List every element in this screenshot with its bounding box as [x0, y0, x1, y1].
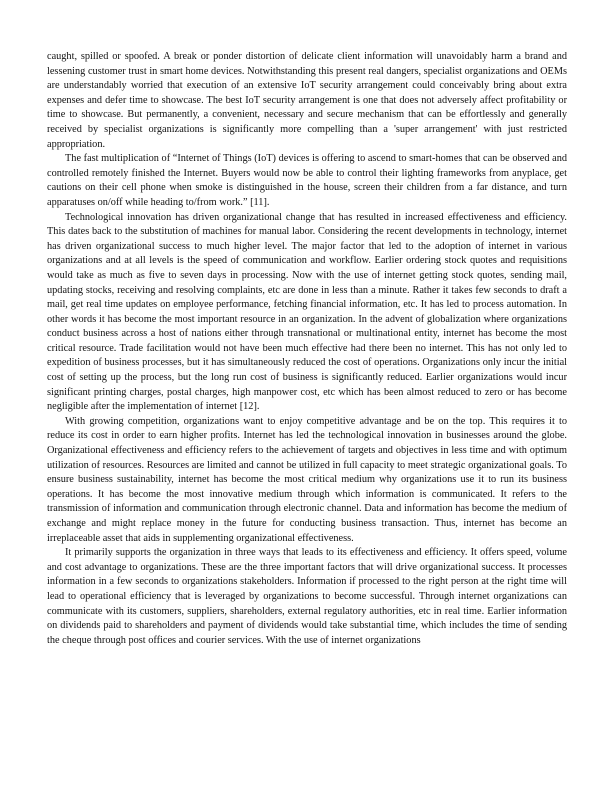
paragraph-1: caught, spilled or spoofed. A break or ponder distortion of delicate client information will unavoidably harm a brand and lessening customer trust in smart home devices. Notwithstanding this present real dangers, specialist organizations and OEMs are understandably worried that execution of an extensive IoT security arrangement could conceivably bring about extra expenses and defer time to showcase. The best IoT security arrangement is one that does not adversely affect profitability or time to showcase. But permanently, a convenient, necessary and secure mechanism that can be effortlessly and generally received by specialist organizations is significantly more compelling than a 'super arrangement' with just restricted appropriation.	[47, 51, 567, 150]
paragraph-5: It primarily supports the organization in three ways that leads to its effectiveness and efficiency. It offers speed, volume and cost advantage to organizations. These are the three important factors that will drive organizational success. It processes information in a few seconds to organizations stakeholders. Information if processed to the right person at the right time will lead to operational efficiency that is leveraged by organizations to become successful. Through internet organizations can communicate with its customers, suppliers, shareholders, external regulatory authorities, etc in real time. Earlier information on dividends paid to shareholders and payment of dividends would take substantial time, which includes the time of sending the cheque through post offices and courier services. With the use of internet organizations	[47, 547, 567, 646]
paragraph-3: Technological innovation has driven organizational change that has resulted in increased effectiveness and efficiency. This dates back to the substitution of machines for manual labor. Considering the recent developments in technology, internet has driven organizational success to much higher level. The major factor that led to the adoption of internet in various organizations and at all levels is the speed of communication and workflow. Earlier ordering stock quotes and requisitions would take as much as five to seven days in processing. Now with the use of internet getting stock quotes, sending mail, updating stocks, receiving and resolving complaints, etc are done in less than a minute. Rather it takes few seconds to draft a mail, get real time updates on employee performance, fetching financial information, etc. It has led to process automation. In other words it has become the most important resource in an organization. In the advent of globalization where organizations conduct business across a host of nations either through transnational or multinational entity, internet has become the most critical resource. Trade facilitation would not have been much effective had there been no internet. This has not only led to expedition of business processes, but it has simultaneously reduced the cost of operations. Organizations only incur the initial cost of setting up the process, but the long run cost of business is significantly reduced. Earlier organizations would incur significant printing charges, postal charges, high manpower cost, etc which has been almost reduced to zero or has become negligible after the implementation of internet [12].	[47, 211, 567, 413]
document-page	[47, 50, 567, 762]
paragraph-2: The fast multiplication of “Internet of Things (IoT) devices is offering to ascend to smart-homes that can be observed and controlled remotely finished the Internet. Buyers would now be able to control their lighting frameworks from anyplace, get cautions on their cell phone when smoke is distinguished in the house, screen their children from a far distance, and turn apparatuses on/off while heading to/from work.” [11].	[47, 153, 567, 208]
paragraph-4: With growing competition, organizations want to enjoy competitive advantage and be on the top. This requires it to reduce its cost in order to earn higher profits. Internet has led the technological innovation in businesses around the globe. Organizational effectiveness and efficiency refers to the achievement of targets and objectives in less time and with optimum utilization of resources. Resources are limited and cannot be utilized in full capacity to meet strategic organizational goals. To ensure business sustainability, internet has become the most critical medium why organizations use it to run its business operations. It has become the most innovative medium through which information is communicated. It refers to the transmission of information and communication through electronic channel. Data and information has become the medium of exchange and might replace money in the future for conducting business transaction. Thus, internet has become an irreplaceable asset that aids in supplementing organizational effectiveness.	[47, 415, 567, 544]
